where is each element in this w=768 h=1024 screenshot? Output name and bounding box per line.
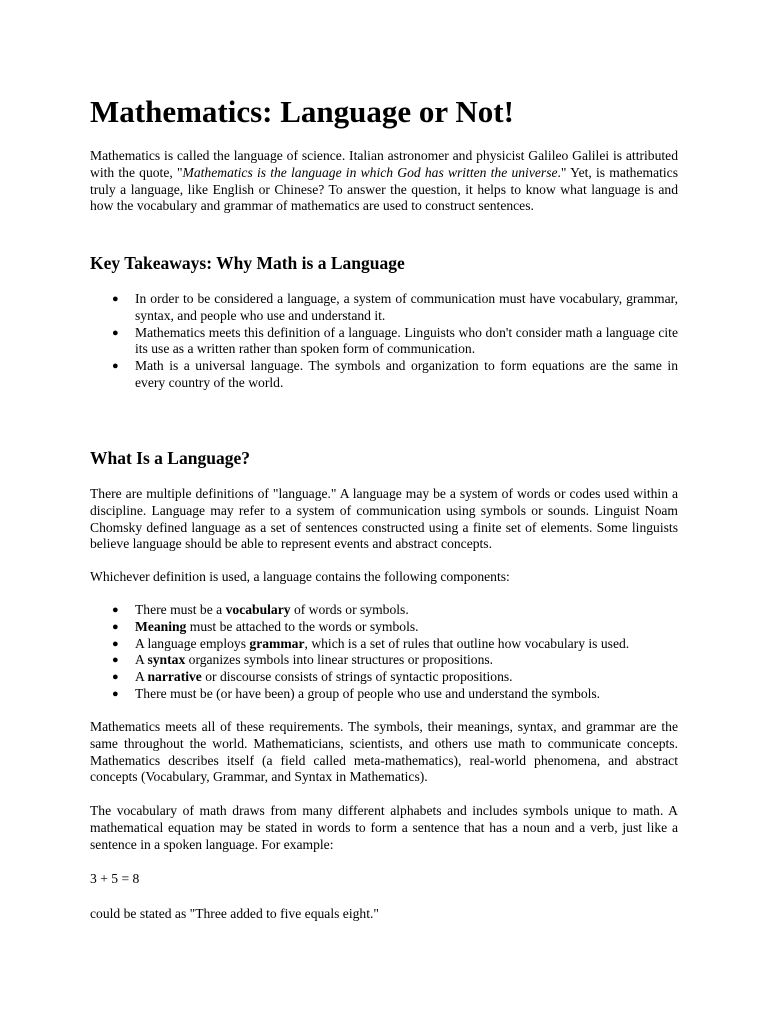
takeaways-heading: Key Takeaways: Why Math is a Language (90, 253, 405, 273)
list-item-text: organizes symbols into linear structures or propositions. (185, 652, 494, 668)
equation-sentence: could be stated as "Three added to five equals eight." (90, 906, 379, 921)
list-item-term: Meaning (135, 618, 187, 634)
intro-quote: Mathematics is the language in which God has written the universe (182, 164, 558, 180)
equation-example: 3 + 5 = 8 (90, 871, 140, 886)
list-item (90, 669, 678, 686)
list-item-text: There must be (or have been) a group of people who use and understand the symbols. (135, 685, 601, 701)
intro-paragraph (90, 148, 678, 215)
list-item-term: grammar (249, 635, 305, 651)
bullet-icon: ● (112, 671, 119, 684)
list-item-text: A language employs (135, 635, 250, 651)
list-item (90, 619, 678, 636)
list-item (90, 652, 678, 669)
bullet-icon: ● (112, 360, 119, 373)
bullet-icon: ● (112, 604, 119, 616)
list-item-text: In order to be considered a language, a system of communication must have vocabulary, grammar, syntax, and people who use and understand it. (135, 291, 678, 323)
what-is-language-heading: What Is a Language? (90, 448, 250, 468)
bullet-icon: ● (112, 637, 119, 650)
list-item (90, 602, 678, 619)
components-intro-paragraph: Whichever definition is used, a language contains the following components: (90, 569, 510, 584)
list-item-text: Mathematics meets this definition of a language. Linguists who don't consider math a language cite its use as a written rather than spoken form of communication. (135, 324, 678, 357)
definitions-paragraph: There are multiple definitions of "language." A language may be a system of words or codes used within a discipline. Language may refer to a system of communication using symbols or sounds. Linguist Noam Chomsky defined language as a set of sentences constructed using a finite set of elements. Some linguists believe language should be able to represent events and abstract concepts. (90, 486, 678, 552)
list-item-text: Math is a universal language. The symbols and organization to form equations are the same in every country of the world. (135, 358, 678, 390)
bullet-icon: ● (112, 687, 119, 700)
list-item-text: There must be a (135, 602, 226, 617)
list-item-text: or discourse consists of strings of syntactic propositions. (201, 669, 513, 685)
list-item (90, 291, 678, 325)
intro-text-before: Mathematics is called the language of science. Italian astronomer and physicist Galileo Galilei is attributed with the quote, " (90, 148, 678, 180)
list-item (90, 325, 678, 359)
list-item-term: narrative (147, 669, 202, 685)
list-item (90, 686, 678, 703)
components-list (90, 602, 678, 703)
bullet-icon: ● (112, 326, 119, 339)
list-item-term: syntax (147, 652, 186, 668)
takeaways-list (90, 291, 678, 392)
list-item-text: must be attached to the words or symbols. (186, 618, 419, 634)
list-item-text: A (135, 652, 148, 668)
requirements-paragraph: Mathematics meets all of these requirements. The symbols, their meanings, syntax, and grammar are the same throughout the world. Mathematicians, scientists, and others use math to communicate concepts. Mathematics describes itself (a field called meta-mathematics), real-world phenomena, and abstract concepts (Vocabulary, Grammar, and Syntax in Mathematics). (90, 719, 678, 785)
bullet-icon: ● (112, 293, 119, 305)
list-item-text: A (135, 669, 148, 685)
intro-text-after: ." Yet, is mathematics truly a language, like English or Chinese? To answer the question, it helps to know what language is and how the vocabulary and grammar of mathematics are used to construct sentences. (90, 164, 678, 214)
list-item (90, 358, 678, 392)
list-item (90, 636, 678, 653)
bullet-icon: ● (112, 654, 119, 667)
list-item-term: vocabulary (225, 602, 291, 617)
list-item-text: , which is a set of rules that outline how vocabulary is used. (304, 635, 630, 651)
list-item-text: of words or symbols. (290, 602, 409, 617)
bullet-icon: ● (112, 620, 119, 633)
page-title: Mathematics: Language or Not! (90, 94, 514, 129)
vocabulary-paragraph: The vocabulary of math draws from many different alphabets and includes symbols unique to math. A mathematical equation may be stated in words to form a sentence that has a noun and a verb, just like a sentence in a spoken language. For example: (90, 803, 678, 852)
